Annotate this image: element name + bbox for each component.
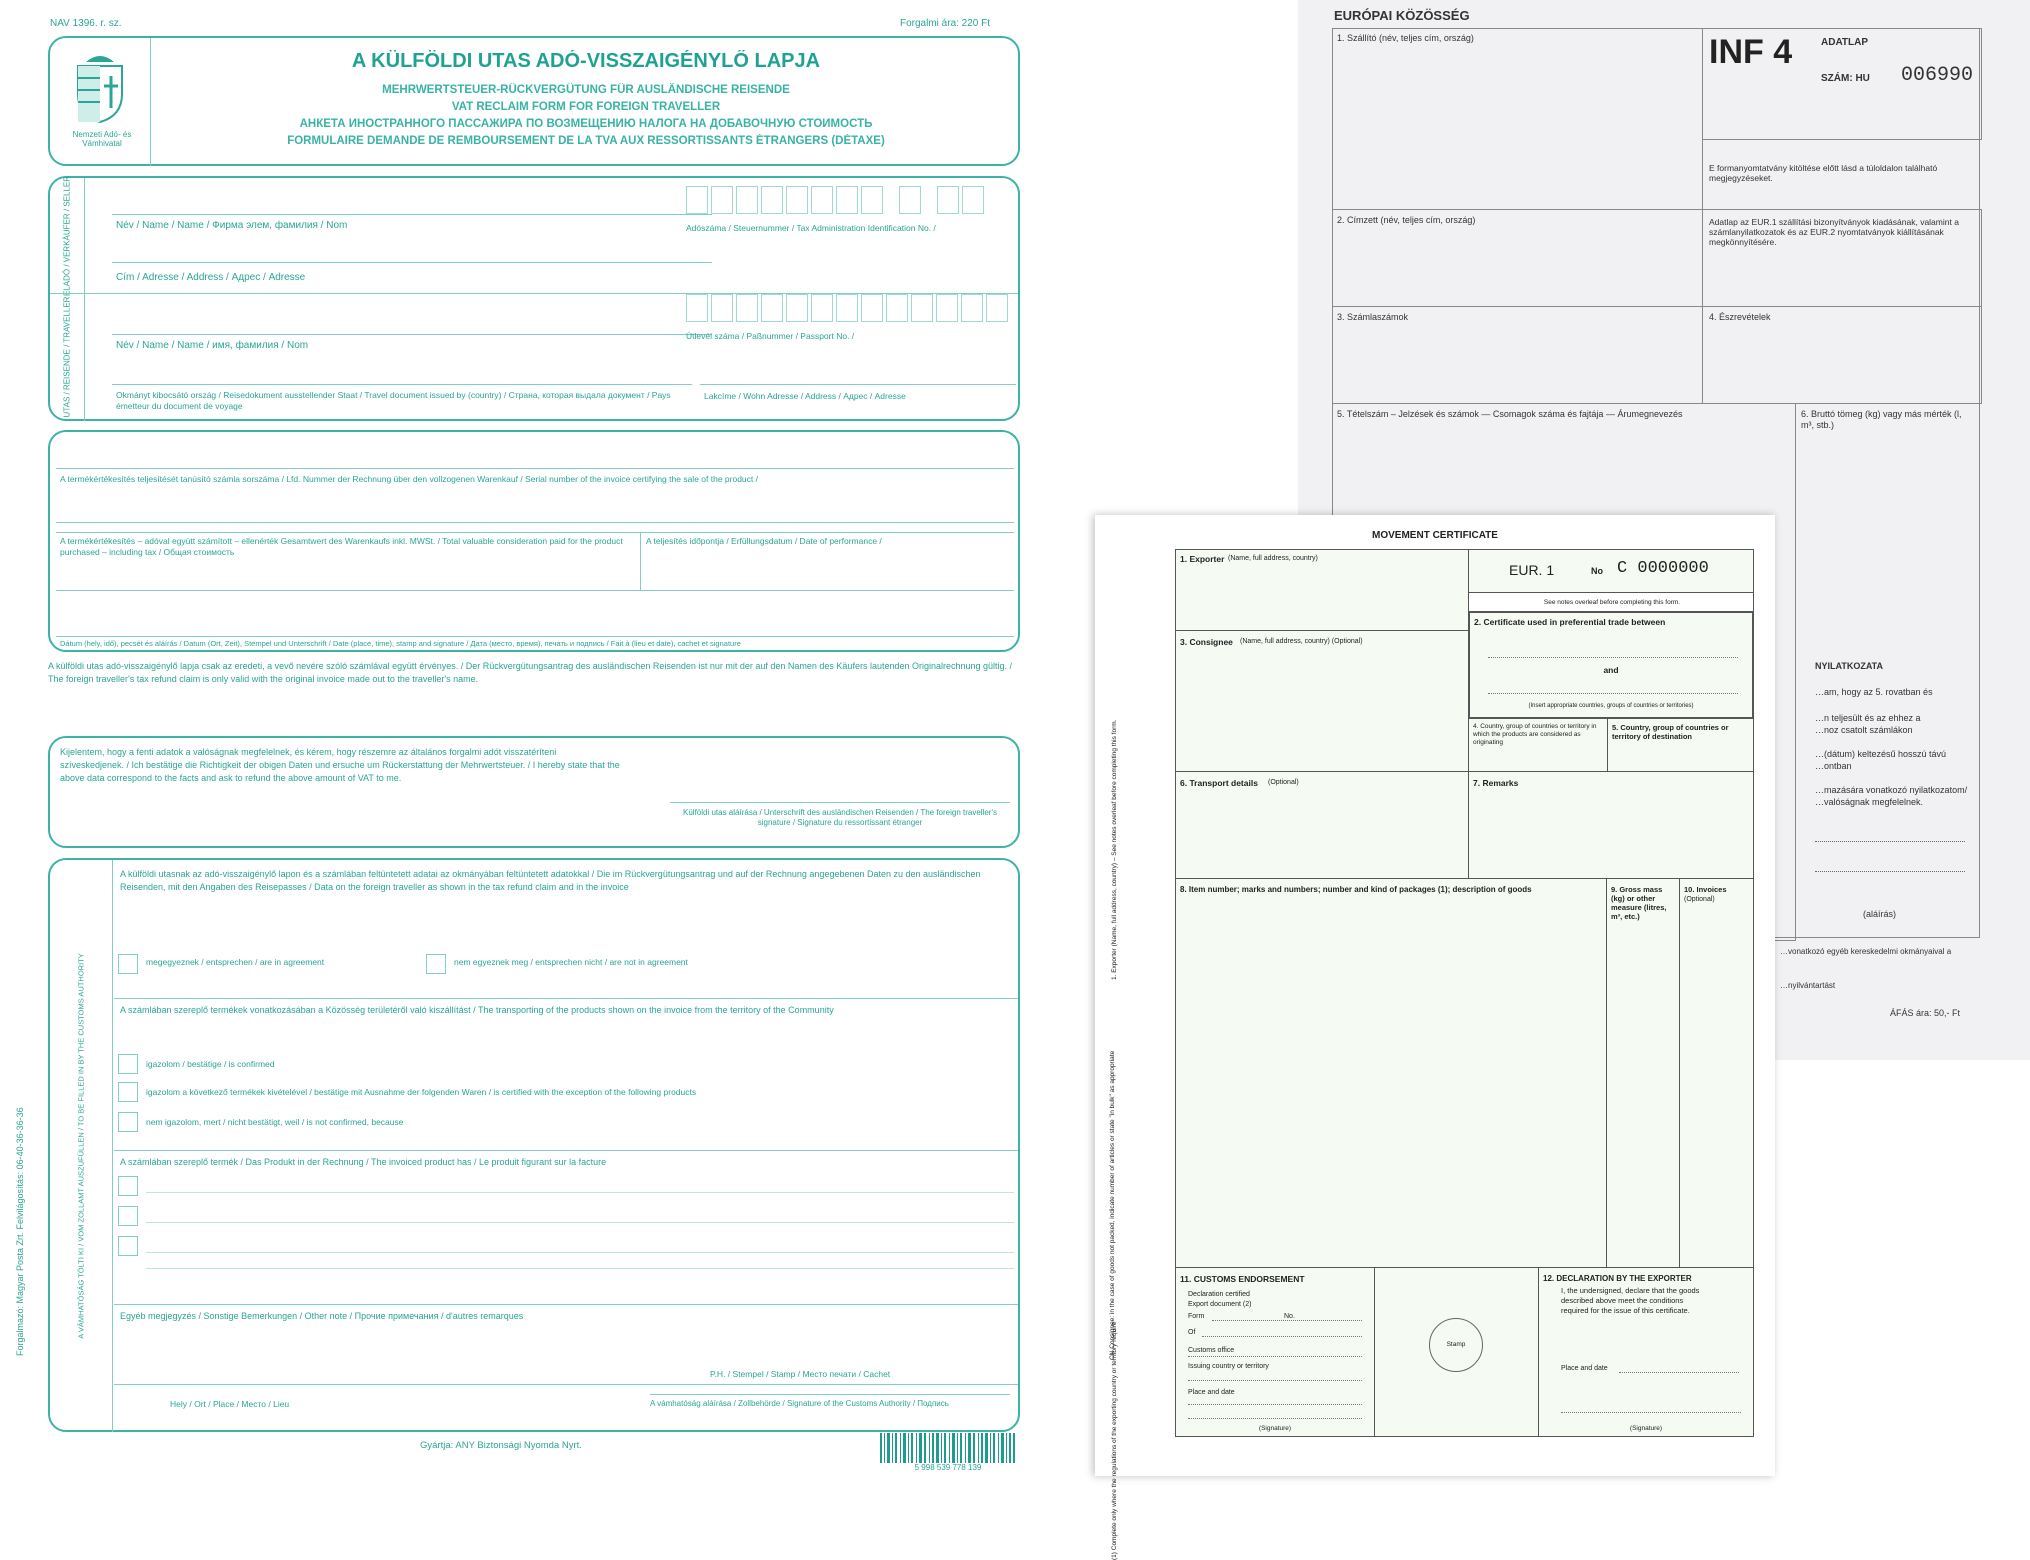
invoiced-product-text: A számlában szereplő termék / Das Produkt in der Rechnung / The invoiced product has / Le produit figurant sur la facture xyxy=(120,1157,607,1167)
eur1-box-declaration[interactable] xyxy=(1538,1267,1754,1437)
title-ru: АНКЕТА ИНОСТРАННОГО ПАССАЖИРА ПО ВОЗМЕЩЕНИЮ НАЛОГА НА ДОБАВОЧНУЮ СТОИМОСТЬ xyxy=(299,118,873,130)
seller-address-label: Cím / Adresse / Address / Адрес / Adresse xyxy=(116,272,306,283)
transport-sub: (Optional) xyxy=(1268,779,1299,786)
tax-number-cells[interactable] xyxy=(686,186,984,214)
title-de: MEHRWERTSTEUER-RÜCKVERGÜTUNG FÜR AUSLÄNDISCHE REISENDE xyxy=(382,84,790,96)
customs-line-7: Place and date xyxy=(1188,1389,1235,1396)
declaration-box xyxy=(48,736,1020,848)
eur1-box-customs[interactable] xyxy=(1175,1267,1375,1437)
eur1-box-items[interactable] xyxy=(1175,878,1607,1268)
issuing-country-label: Okmányt kibocsátó ország / Reisedokument ausstellender Staat / Travel document issued by (country) / Страна, которая выдала документ / Pays émetteur du document de voyage xyxy=(116,390,671,411)
eur1-side-note-3: (1) Complete only where the regulations of the exporting country or territory require xyxy=(1111,1321,1118,1560)
eur1-box-stamp xyxy=(1374,1267,1539,1437)
seller-name-label: Név / Name / Name / Фирма элем, фамилия / Nom xyxy=(116,220,348,231)
eur1-cert-label: EUR. 1 xyxy=(1509,562,1555,578)
eur1-box-number xyxy=(1468,549,1754,593)
agency-name: Nemzeti Adó- és Vámhivatal xyxy=(72,130,132,148)
eur1-box-4[interactable] xyxy=(1468,718,1608,772)
place-date-label: Place and date xyxy=(1561,1365,1608,1372)
declaration-label: 12. DECLARATION BY THE EXPORTER xyxy=(1543,1274,1692,1283)
inf4-decl-2: …n teljesült és az ehhez a xyxy=(1815,713,1921,723)
inf4-number-label: SZÁM: HU xyxy=(1821,73,1870,84)
inf4-field-2: 2. Címzett (név, teljes cím, ország) xyxy=(1337,215,1476,225)
eur1-box-2[interactable] xyxy=(1468,611,1754,719)
partial-label: igazolom a következő termékek kivételével / bestätige mit Ausnahme der folgenden Waren / is certified with the exception of the following products xyxy=(146,1087,697,1097)
eur1-see-notes: See notes overleaf before completing this form. xyxy=(1543,599,1681,606)
inf4-note-2: Adatlap az EUR.1 szállítási bizonyítványok kiadásának, valamint a számlanyilatkozatok és az EUR.2 nyomtatványok kiállításának megkönnyítésére. xyxy=(1709,217,1959,247)
eur1-box-transport[interactable] xyxy=(1175,771,1469,879)
other-notes-label: Egyéb megjegyzés / Sonstige Bemerkungen / Other note / Прочие примечания / d'autres remarques xyxy=(120,1311,524,1321)
inf4-decl-3: …noz csatolt számlákon xyxy=(1815,725,1913,735)
inf4-header: EURÓPAI KÖZÖSSÉG xyxy=(1334,8,1470,23)
inf4-field-6: 6. Bruttó tömeg (kg) vagy más mérték (l, m³, stb.) xyxy=(1801,409,1962,430)
declaration-text-1: I, the undersigned, declare that the goods xyxy=(1561,1286,1700,1295)
invoices-label: 10. Invoices xyxy=(1684,885,1727,894)
inf4-note-1: E formanyomtatvány kitöltése előtt lásd a túloldalon található megjegyzéseket. xyxy=(1709,163,1938,183)
invoice-box xyxy=(48,430,1020,652)
partial-checkbox[interactable] xyxy=(118,1082,138,1102)
eur1-box2-label: 2. Certificate used in preferential trade between xyxy=(1474,617,1666,627)
side-vertical-text: Forgalmazó: Magyar Posta Zrt. Felvilágosítás: 06-40-36-36-36 xyxy=(15,1107,25,1356)
title-fr: FORMULAIRE DEMANDE DE REMBOURSEMENT DE LA TVA AUX RESSORTISSANTS ÉTRANGERS (DÉTAXE) xyxy=(287,135,885,147)
product-check-2[interactable] xyxy=(118,1206,138,1226)
inf4-decl-4: …(dátum) keltezésű hosszú távú xyxy=(1815,749,1947,759)
inf4-title: INF 4 xyxy=(1709,33,1793,71)
title-en: VAT RECLAIM FORM FOR FOREIGN TRAVELLER xyxy=(451,101,721,113)
inf4-decl-7: …valóságnak megfelelnek. xyxy=(1815,797,1924,807)
transport-label: 6. Transport details xyxy=(1180,778,1258,788)
eur1-side-note-1: 1. Exporter (Name, full address, country) – See notes overleaf before completing this form. xyxy=(1111,719,1118,980)
total-value-label: A termékértékesítés – adóval együtt számított – ellenérték Gesamtwert des Warenkaufs inkl. MWSt. / Total valuable consideration paid for the product purchased – including tax / Общая стоимость xyxy=(60,536,623,557)
printer-label: Gyártja: ANY Biztonsági Nyomda Nyrt. xyxy=(420,1440,582,1451)
declaration-text: Kijelentem, hogy a fenti adatok a valóságnak megfelelnek, és kérem, hogy részemre az általános forgalmi adót visszatéríteni szíveskedjenek. / Ich bestätige die Richtigkeit der obigen Daten und ersuche um Rückerstattung der Mehrwertsteuer. / I hereby state that the above data correspond to the facts and ask to refund the above amount of VAT to me. xyxy=(60,747,620,783)
home-address-label: Lakcíme / Wohn Adresse / Address / Адрес / Adresse xyxy=(704,391,906,401)
eur1-side-note-2: CN Consignee: in the case of goods not packed, indicate number of articles or state "in bulk" as appropriate xyxy=(1109,1050,1116,1360)
eur1-box2-sub: (Insert appropriate countries, groups of countries or territories) xyxy=(1528,703,1694,709)
customs-line-4: Of xyxy=(1188,1329,1196,1336)
date-fields-label: Hely / Ort / Place / Место / Lieu xyxy=(170,1399,290,1409)
customs-data-check-text: A külföldi utasnak az adó-visszaigénylő lapon és a számlában feltüntetett adatai az okmányában feltüntetett adatokkal / Die im Rückvergütungsantrag und auf der Rechnung angegebenen Daten zu den ausländischen Reisenden, mit den Angaben des Reisepasses / Data on the foreign traveller as shown in the tax refund claim and in the invoice xyxy=(120,869,981,892)
eur1-box-5[interactable] xyxy=(1607,718,1754,772)
form-number: NAV 1396. r. sz. xyxy=(50,18,122,29)
performance-date-label: A teljesítés időpontja / Erfüllungsdatum / Date of performance / xyxy=(646,536,882,546)
disagree-checkbox[interactable] xyxy=(426,954,446,974)
customs-line-3: Form xyxy=(1188,1313,1205,1320)
eur1-cert-number: C 0000000 xyxy=(1617,559,1709,578)
declaration-text-2: described above meet the conditions xyxy=(1561,1296,1684,1305)
eur1-title: MOVEMENT CERTIFICATE xyxy=(1372,530,1498,541)
eur1-box5-label: 5. Country, group of countries or territory of destination xyxy=(1612,723,1729,741)
title-box xyxy=(48,36,1020,166)
eur1-see-notes-box xyxy=(1468,592,1754,612)
inf4-declaration-header: NYILATKOZATA xyxy=(1815,661,1883,671)
seller-traveller-box: ELADÓ / VERKÄUFER / SELLER UTAS / REISENDE / TRAVELLER Név / Name / Name / Фирма элем, фамилия / Nom Cím / Adresse / Address / Адрес / Adresse Adószáma / Steuernummer / Tax Administration Identification No. / Név / Name / Name / имя, фамилия / Nom Útlevél száma / Paßnummer / Passport No. / Okmányt kibocsátó ország / Reisedokument ausstellender Staat / Travel document issued by (country) / Страна, которая выдала документ / Pays émetteur du document de voyage Lakcíme / Wohn Adresse / Address / Адрес / Adresse xyxy=(48,176,1020,421)
eur1-box-consignee[interactable] xyxy=(1175,630,1469,772)
vat-reclaim-form xyxy=(0,0,1040,1476)
disagree-label: nem egyeznek meg / entsprechen nicht / are not in agreement xyxy=(454,957,688,967)
consignee-label: 3. Consignee xyxy=(1180,637,1233,647)
customs-signature-label: A vámhatóság aláírása / Zollbehörde / Signature of the Customs Authority / Подпись xyxy=(650,1399,949,1408)
agree-label: megegyeznek / entsprechen / are in agreement xyxy=(146,957,325,967)
inf4-decl-6: …mazására vonatkozó nyilatkozatom/ xyxy=(1815,785,1968,795)
traveller-signature-label: Külföldi utas aláírása / Unterschrift des ausländischen Reisenden / The foreign traveller's signature / Signature du ressortissant étranger xyxy=(683,808,997,827)
inf4-price: ÁFÁS ára: 50,- Ft xyxy=(1890,1008,1961,1018)
inf4-decl-5: …ontban xyxy=(1815,761,1852,771)
exporter-label: 1. Exporter xyxy=(1180,554,1225,564)
export-statement-text: A számlában szereplő termékek vonatkozásában a Közösség területéről való kiszállítást / The transporting of the products shown on the invoice from the territory of the Community xyxy=(120,1005,834,1015)
barcode-icon xyxy=(878,1433,1018,1463)
title-hu: A KÜLFÖLDI UTAS ADÓ-VISSZAIGÉNYLŐ LAPJA xyxy=(351,50,821,72)
item-label: 8. Item number; marks and numbers; number and kind of packages (1); description of goods xyxy=(1180,885,1532,894)
inf4-field-5: 5. Tételszám – Jelzések és számok — Csomagok száma és fajtája — Árumegnevezés xyxy=(1337,409,1683,419)
product-check-3[interactable] xyxy=(118,1236,138,1256)
passport-number-label: Útlevél száma / Paßnummer / Passport No. / xyxy=(686,331,855,341)
exporter-signature-label: (Signature) xyxy=(1629,1425,1663,1432)
stamp-label: P.H. / Stempel / Stamp / Место печати / Cachet xyxy=(710,1369,891,1379)
inf4-subtitle: ADATLAP xyxy=(1821,37,1869,48)
eur1-and: and xyxy=(1603,665,1619,675)
agree-checkbox[interactable] xyxy=(118,954,138,974)
consignee-sub: (Name, full address, country) (Optional) xyxy=(1240,638,1363,645)
inf4-field-4: 4. Észrevételek xyxy=(1709,312,1771,322)
traveller-name-label: Név / Name / Name / имя, фамилия / Nom xyxy=(116,340,309,351)
customs-line-2: Export document (2) xyxy=(1188,1301,1252,1308)
inf4-footer-1: …vonatkozó egyéb kereskedelmi okmányaival a xyxy=(1780,947,1952,956)
inf4-number: 006990 xyxy=(1901,64,1974,87)
invoices-sub: (Optional) xyxy=(1684,896,1715,903)
eur1-movement-certificate xyxy=(1095,515,1775,1560)
tax-number-label: Adószáma / Steuernummer / Tax Administration Identification No. / xyxy=(686,223,936,233)
customs-line-5: Customs office xyxy=(1188,1347,1235,1354)
inf4-field-1: 1. Szállító (név, teljes cím, ország) xyxy=(1337,33,1474,43)
customs-line-3b: No. xyxy=(1284,1313,1295,1320)
validity-note: A külföldi utas adó-visszaigénylő lapja csak az eredeti, a vevő nevére szóló számlával együtt érvényes. / Der Rückvergütungsantrag des ausländischen Reisenden ist nur mit der auf den Namen des Käufers lautenden Originalrechnung gültig. / The foreign traveller's tax refund claim is only valid with the original invoice made out to the traveller's name. xyxy=(48,661,1013,684)
date-stamp-label: Dátum (hely, idő), pecsét és aláírás / Datum (Ort, Zeit), Stempel und Unterschrift / Date (place, time), stamp and signature / Дата (место, время), печать и подпись / Fait à (lieu et date), cachet et signature xyxy=(60,639,741,648)
inf4-field-3: 3. Számlaszámok xyxy=(1337,312,1409,322)
confirmed-label: igazolom / bestätige / is confirmed xyxy=(146,1059,275,1069)
stamp-label: Stamp xyxy=(1446,1341,1466,1348)
hungary-coat-of-arms-icon xyxy=(72,48,128,124)
eur1-box-remarks[interactable] xyxy=(1468,771,1754,879)
confirmed-checkbox[interactable] xyxy=(118,1054,138,1074)
barcode xyxy=(878,1433,1018,1473)
form-price: Forgalmi ára: 220 Ft xyxy=(900,18,991,29)
customs-line-6: Issuing country or territory xyxy=(1188,1363,1269,1370)
product-check-1[interactable] xyxy=(118,1176,138,1196)
inf4-decl-1: …am, hogy az 5. rovatban és xyxy=(1815,687,1933,697)
customs-box: A VÁMHATÓSÁG TÖLTI KI / VOM ZOLLAMT AUSZUFÜLLEN / TO BE FILLED IN BY THE CUSTOMS AUTHORITY A külföldi utasnak az adó-visszaigénylő lapon és a számlában feltüntetett adatai az okmányában feltüntetett adatokkal / Die im Rückvergütungsantrag und auf der Rechnung angegebenen Daten zu den ausländischen Reisenden, mit den Angaben des Reisepasses / Data on the foreign traveller as shown in the tax refund claim and in the invoice megegyeznek / entsprechen / are in agreement nem egyeznek meg / entsprechen nicht / are not in agreement A számlában szereplő termékek vonatkozásában a Közösség területéről való kiszállítást / The transporting of the products shown on the invoice from the territory of the Community igazolom / bestätige / is confirmed igazolom a következő termékek kivételével / bestätige mit Ausnahme der folgenden Waren / is certified with the exception of the following products nem igazolom, mert / nicht bestätigt, weil / is not confirmed, because A számlában szereplő termék / Das Produkt in der Rechnung / The invoiced product has / Le produit figurant sur la facture Egyéb megjegyzés / Sonstige Bemerkungen / Other note / Прочие примечания / d'autres remarques P.H. / Stempel / Stamp / Место печати / Cachet Hely / Ort / Place / Место / Lieu A vámhatóság aláírása / Zollbehörde / Signature of the Customs Authority / Подпись xyxy=(48,858,1020,1432)
eur1-no-label: No xyxy=(1591,566,1603,576)
declaration-text-3: required for the issue of this certificate. xyxy=(1561,1306,1690,1315)
not-confirmed-checkbox[interactable] xyxy=(118,1112,138,1132)
barcode-number: 5 998 539 778 139 xyxy=(914,1463,982,1472)
customs-signature-label: (Signature) xyxy=(1258,1425,1292,1432)
eur1-box4-label: 4. Country, group of countries or territory in which the products are considered as originating xyxy=(1473,723,1597,746)
eur1-box-exporter[interactable] xyxy=(1175,549,1469,631)
remarks-label: 7. Remarks xyxy=(1473,778,1519,788)
inf4-sign-label: (aláírás) xyxy=(1863,909,1897,919)
exporter-sub: (Name, full address, country) xyxy=(1228,555,1318,562)
inf4-footer-2: …nyilvántartást xyxy=(1780,981,1836,990)
eur1-box-gross-mass[interactable] xyxy=(1606,878,1680,1268)
not-confirmed-label: nem igazolom, mert / nicht bestätigt, weil / is not confirmed, because xyxy=(146,1117,404,1127)
passport-number-cells[interactable] xyxy=(686,294,1008,322)
gross-label: 9. Gross mass (kg) or other measure (litres, m³, etc.) xyxy=(1611,885,1667,921)
customs-label: 11. CUSTOMS ENDORSEMENT xyxy=(1180,1274,1305,1284)
eur1-box-invoices[interactable] xyxy=(1679,878,1754,1268)
invoice-serial-label: A termékértékesítés teljesítését tanúsító számla sorszáma / Lfd. Nummer der Rechnung über den vollzogenen Warenkauf / Serial number of the invoice certifying the sale of the product / xyxy=(60,474,758,484)
customs-line-1: Declaration certified xyxy=(1188,1291,1250,1298)
